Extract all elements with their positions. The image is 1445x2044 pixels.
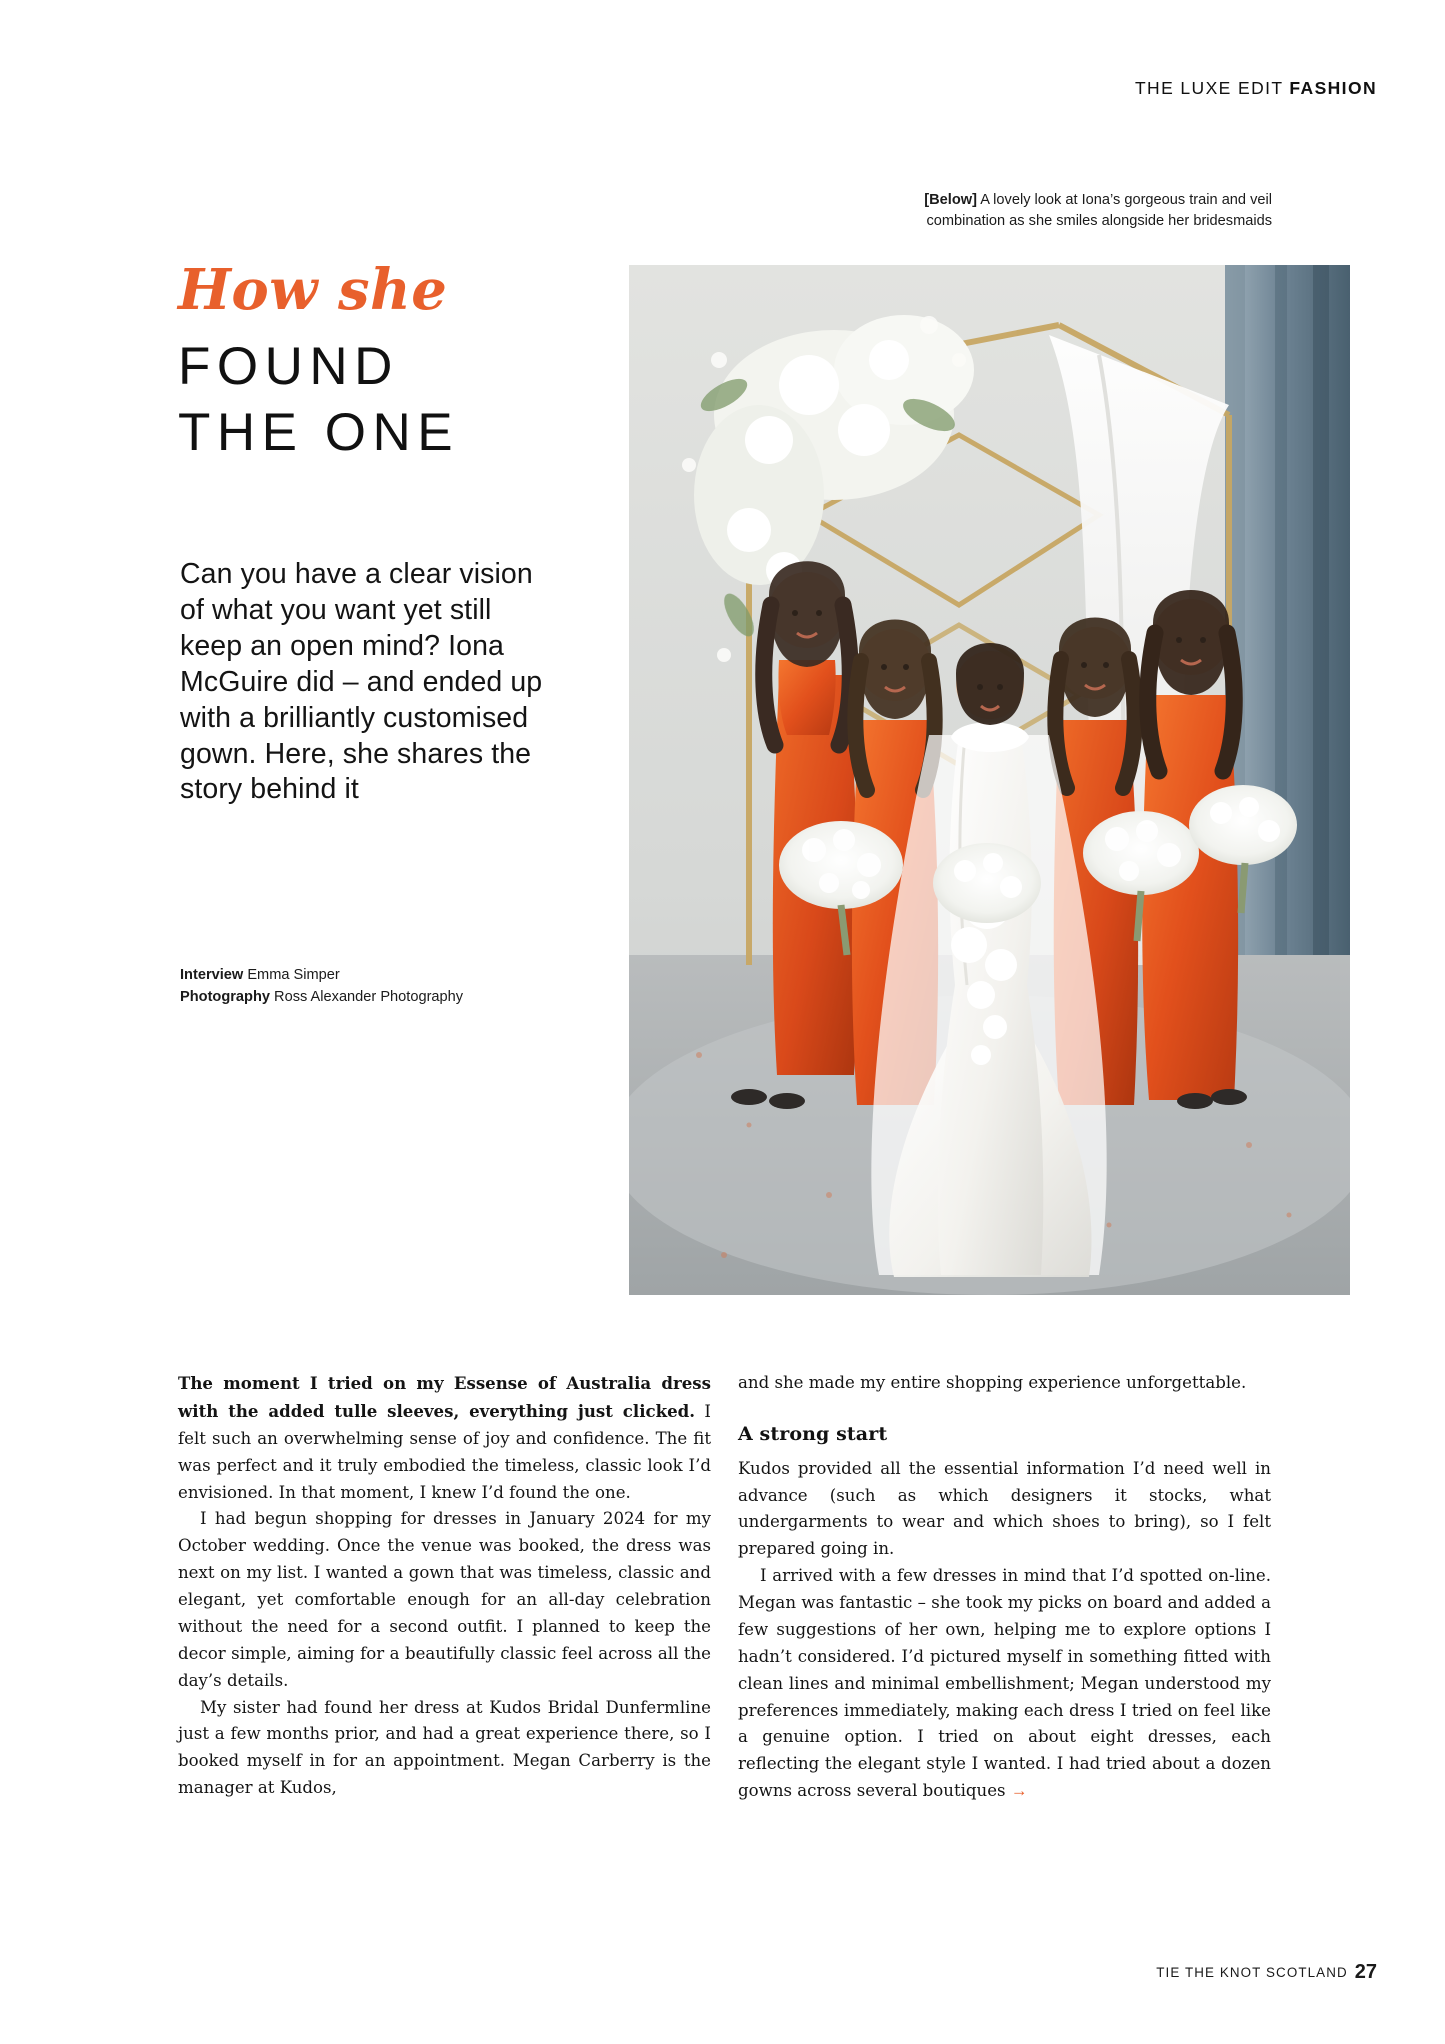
headline-line-2: THE ONE <box>178 403 460 463</box>
headline-script: How she <box>178 257 448 323</box>
page-title <box>178 257 598 467</box>
page-footer <box>1156 1961 1377 1984</box>
credit-photography <box>180 987 580 1009</box>
paragraph-intro <box>178 1370 711 1506</box>
credit-interview-name: Emma Simper <box>243 967 340 983</box>
continuation-arrow-icon: → <box>1010 1781 1028 1801</box>
paragraph-right-1: and she made my entire shopping experience unforgettable. <box>738 1373 1247 1392</box>
credit-interview-label: Interview <box>180 967 244 983</box>
paragraph-right-2: Kudos provided all the essential information I’d need well in advance (such as which designers it stocks, what undergarments to wear and which shoes to bring), so I felt prepared going in. <box>738 1458 1271 1559</box>
credit-photography-label: Photography <box>180 988 270 1005</box>
caption-text: A lovely look at Iona’s gorgeous train and veil combination as she smiles alongside her bridesmaids <box>926 192 1272 230</box>
body-column-left <box>178 1370 711 1802</box>
paragraph-right-3 <box>738 1563 1271 1805</box>
page-number: 27 <box>1354 1961 1377 1983</box>
paragraph-left-2: I had begun shopping for dresses in January 2024 for my October wedding. Once the venue was booked, the dress was next on my list. I wanted a gown that was timeless, classic and elegant, yet comfortable enough for an all-day celebration without the need for a second outfit. I planned to keep the decor simple, aiming for a beautifully classic feel across all the day’s details. <box>178 1509 711 1690</box>
lead-rest: I felt such an overwhelming sense of joy and confidence. The fit was perfect and it truly embodied the timeless, classic look I’d envisioned. In that moment, I knew I’d found the one. <box>178 1401 711 1502</box>
credit-photography-name: Ross Alexander Photography <box>270 988 464 1005</box>
standfirst: Can you have a clear vision of what you want yet still keep an open mind? Iona McGuire did – and ended up with a brilliantly customised gown. Here, she shares the story behind it <box>180 558 543 806</box>
credit-interview <box>180 965 580 987</box>
paragraph-left-3: My sister had found her dress at Kudos Bridal Dunfermline just a few months prior, and had a great experience there, so I booked myself in for an appointment. Megan Carberry is the manager at Kudos, <box>178 1697 711 1798</box>
section-subheading: A strong start <box>738 1422 888 1445</box>
footer-publication: TIE THE KNOT SCOTLAND <box>1156 1965 1348 1980</box>
lead-sentence: The moment I tried on my Essense of Australia dress with the added tulle sleeves, everything just clicked. <box>178 1373 711 1421</box>
body-column-right <box>738 1370 1271 1805</box>
image-caption <box>862 190 1272 232</box>
caption-label: [Below] <box>924 192 977 208</box>
paragraph-right-3-text: I arrived with a few dresses in mind that I’d spotted on-line. Megan was fantastic – she took my picks on board and added a few suggestions of her own, helping me to explore options I hadn’t considered. I’d pictured myself in something fitted with clean lines and minimal embellishment; Megan understood my preferences immediately, making each dress I tried on feel like a genuine option. I tried on about eight dresses, each reflecting the elegant style I wanted. I had tried about a dozen gowns across several boutiques <box>738 1566 1271 1801</box>
wedding-photo-illustration <box>629 265 1350 1295</box>
running-head-bold: FASHION <box>1289 78 1377 98</box>
headline-line-1: FOUND <box>178 337 399 396</box>
running-head <box>1135 78 1377 99</box>
running-head-light: THE LUXE EDIT <box>1134 78 1290 98</box>
credits <box>180 965 580 1009</box>
wedding-photo <box>629 265 1350 1295</box>
